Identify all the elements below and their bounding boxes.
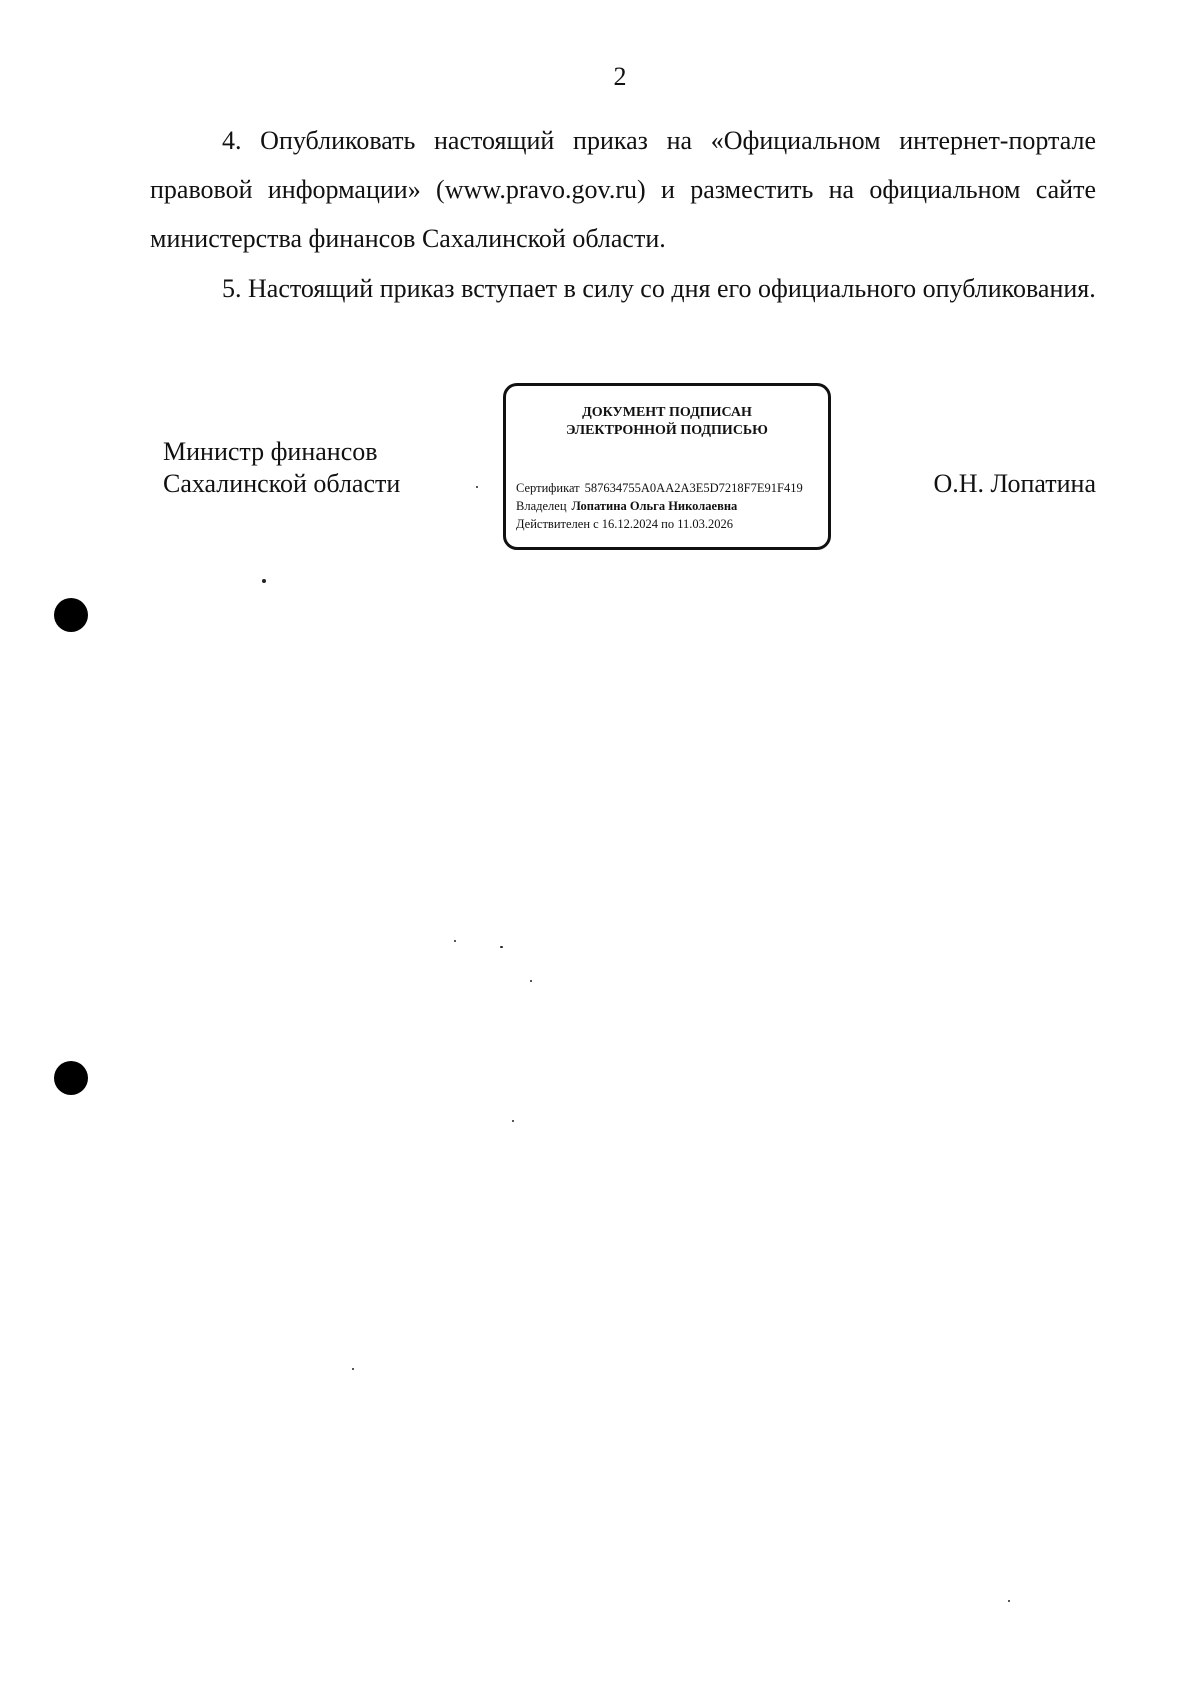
- stamp-certificate-label: Сертификат: [516, 481, 580, 495]
- signer-position-line-1: Министр финансов: [163, 437, 378, 466]
- stamp-header: [506, 404, 828, 440]
- paragraph-item-4: [150, 116, 1096, 263]
- scan-speck: [454, 940, 456, 942]
- scan-speck: [530, 980, 532, 982]
- stamp-owner-line: [516, 497, 803, 515]
- stamp-header-line-1: ДОКУМЕНТ ПОДПИСАН: [582, 405, 752, 420]
- scan-speck: [476, 486, 478, 488]
- scan-speck: [1008, 1600, 1010, 1602]
- scan-speck: [352, 1368, 354, 1370]
- stamp-header-line-2: ЭЛЕКТРОННОЙ ПОДПИСЬЮ: [566, 423, 768, 438]
- stamp-validity-line: Действителен с 16.12.2024 по 11.03.2026: [516, 517, 734, 531]
- punch-hole-bottom: [54, 1061, 88, 1095]
- stamp-details: [516, 479, 803, 533]
- stamp-certificate-line: [516, 479, 803, 497]
- signer-position-line-2: Сахалинской области: [163, 469, 401, 498]
- signer-position: [163, 436, 400, 500]
- signer-name: О.Н. Лопатина: [933, 469, 1096, 498]
- stamp-owner-value: Лопатина Ольга Николаевна: [571, 499, 738, 513]
- stamp-certificate-value: 587634755A0AA2A3E5D7218F7E91F419: [584, 481, 803, 495]
- stamp-owner-label: Владелец: [516, 499, 567, 513]
- page-number: 2: [613, 62, 627, 91]
- scan-speck: [262, 579, 266, 583]
- paragraph-item-5-text: 5. Настоящий приказ вступает в силу со дня его официального опубликования.: [222, 274, 1096, 303]
- scan-speck: [512, 1120, 514, 1122]
- punch-hole-top: [54, 598, 88, 632]
- electronic-signature-stamp: [503, 383, 831, 550]
- paragraph-item-5: [150, 264, 1096, 313]
- paragraph-item-4-text: 4. Опубликовать настоящий приказ на «Официальном интернет-портале правовой информации» (www.pravo.gov.ru) и разместить на официальном сайте министерства финансов Сахалинской области.: [150, 126, 1096, 253]
- scan-speck: [500, 946, 503, 948]
